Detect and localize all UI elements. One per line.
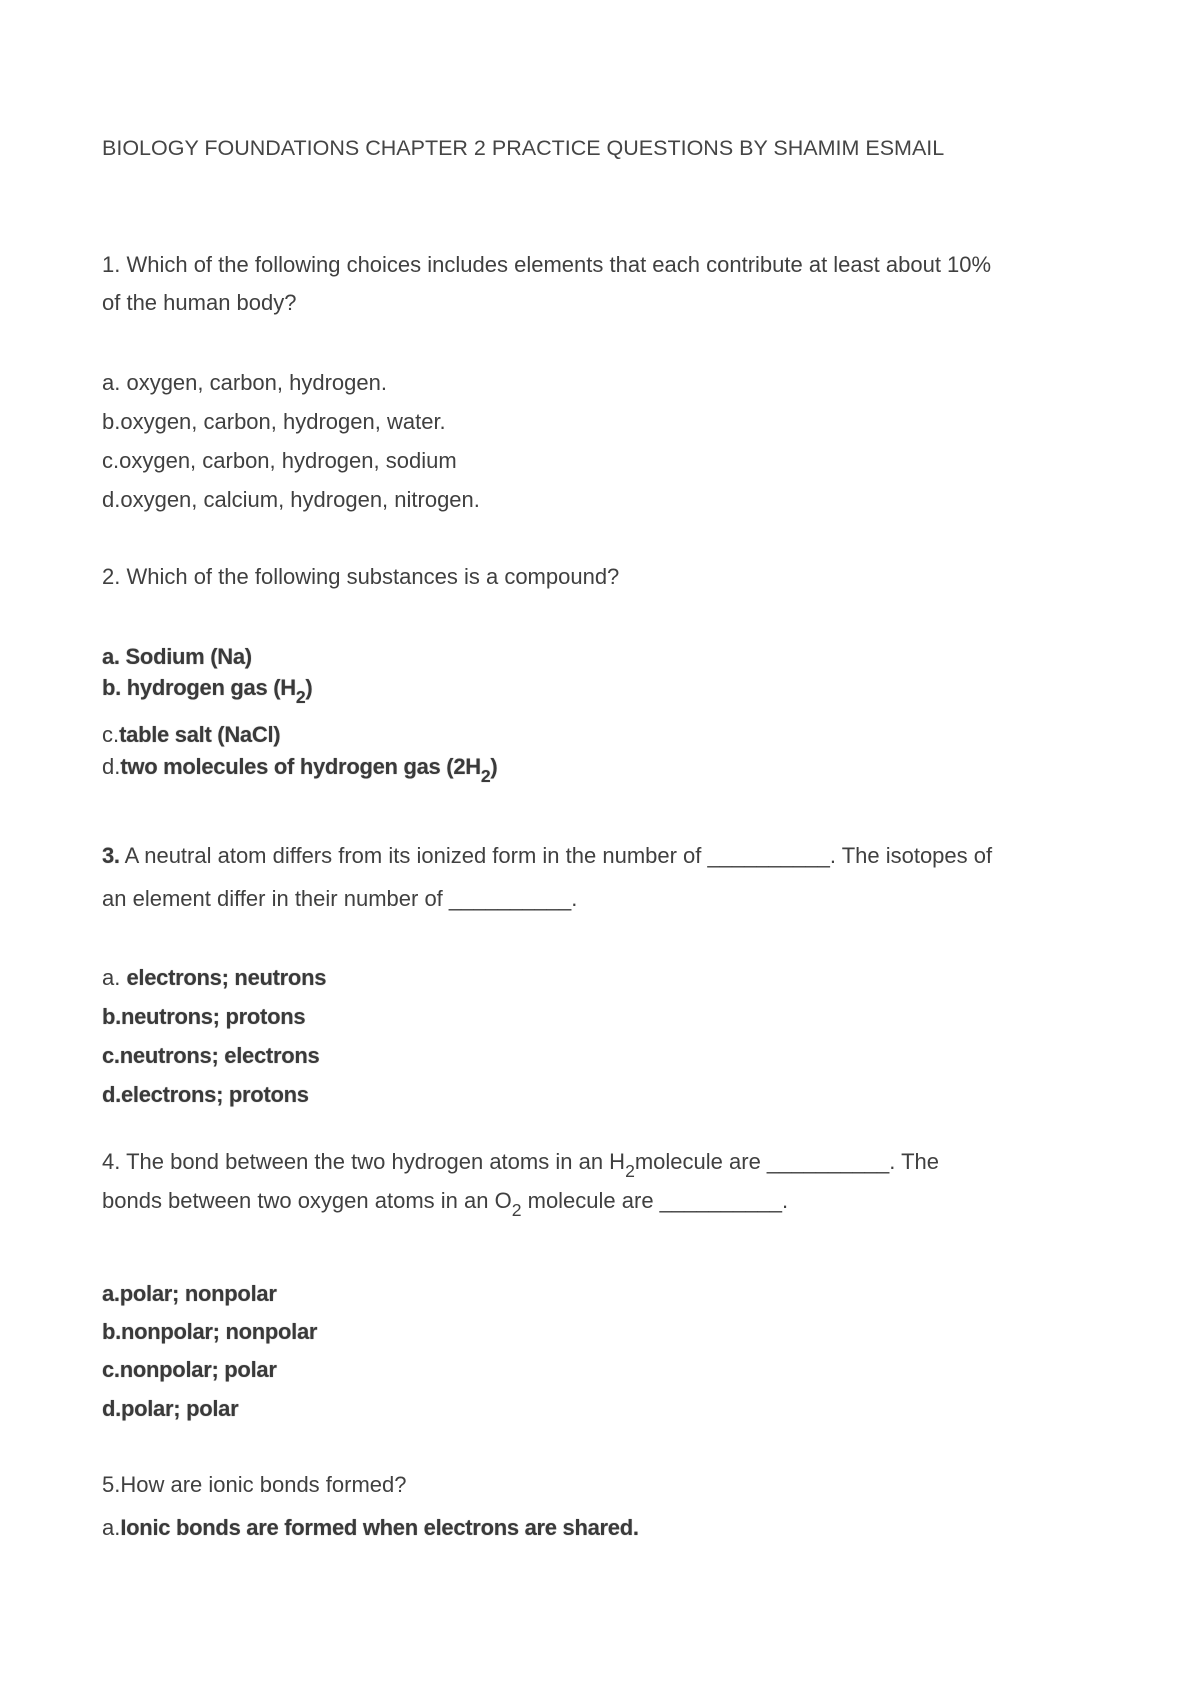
question-4-line-2-post: molecule are __________. <box>521 1188 789 1213</box>
question-4-line-1-post: molecule are __________. The <box>634 1149 940 1174</box>
option-c-prefix: c. <box>102 722 120 747</box>
question-4-option-c: c.nonpolar; polar <box>102 1357 277 1382</box>
question-1-line-1: 1. Which of the following choices includes elements that each contribute at least about 10% <box>102 252 992 277</box>
option-a-text: electrons; neutrons <box>126 965 327 990</box>
question-4-line-2-pre: bonds between two oxygen atoms in an O <box>102 1188 512 1213</box>
question-3-option-b: b.neutrons; protons <box>102 1004 306 1029</box>
question-3-line-1 <box>102 843 992 869</box>
question-2-option-c <box>102 722 280 748</box>
option-d-text: two molecules of hydrogen gas (2H <box>120 754 481 779</box>
subscript: 2 <box>625 1160 635 1181</box>
question-3-line-1-text: A neutral atom differs from its ionized form in the number of __________. The isotopes of <box>119 843 993 868</box>
question-4-line-2 <box>102 1188 789 1220</box>
question-3-option-a <box>102 965 326 991</box>
question-5-text: 5.How are ionic bonds formed? <box>102 1472 407 1497</box>
option-a-prefix: a. <box>102 965 127 990</box>
question-4-line-1 <box>102 1149 940 1181</box>
question-2-option-a: a. Sodium (Na) <box>102 644 252 669</box>
subscript: 2 <box>511 1199 522 1220</box>
close-paren: ) <box>490 754 498 779</box>
question-2-option-d <box>102 754 498 786</box>
question-4-line-1-pre: 4. The bond between the two hydrogen atoms in an H <box>102 1149 626 1174</box>
option-a-text: Ionic bonds are formed when electrons are shared. <box>120 1515 639 1540</box>
subscript: 2 <box>295 686 306 707</box>
question-4-option-a: a.polar; nonpolar <box>102 1281 277 1306</box>
close-paren: ) <box>305 675 313 700</box>
question-4-option-d: d.polar; polar <box>102 1396 239 1421</box>
option-c-text: table salt (NaCl) <box>119 722 281 747</box>
question-1-option-a: a. oxygen, carbon, hydrogen. <box>102 370 387 395</box>
question-3-line-2: an element differ in their number of __________. <box>102 886 578 911</box>
question-2-option-b <box>102 675 313 707</box>
question-3-number: 3. <box>102 843 120 868</box>
option-b-text: b. hydrogen gas (H <box>102 675 296 700</box>
question-4-option-b: b.nonpolar; nonpolar <box>102 1319 318 1344</box>
option-a-prefix: a. <box>102 1515 121 1540</box>
question-5-option-a <box>102 1515 639 1541</box>
question-1-option-c: c.oxygen, carbon, hydrogen, sodium <box>102 448 457 473</box>
question-3-option-d: d.electrons; protons <box>102 1082 309 1107</box>
question-1-option-d: d.oxygen, calcium, hydrogen, nitrogen. <box>102 487 480 512</box>
question-2-text: 2. Which of the following substances is a compound? <box>102 564 620 589</box>
option-d-prefix: d. <box>102 754 121 779</box>
question-1-option-b: b.oxygen, carbon, hydrogen, water. <box>102 409 446 434</box>
question-1-line-2: of the human body? <box>102 290 297 315</box>
question-3-option-c: c.neutrons; electrons <box>102 1043 320 1068</box>
document-title: BIOLOGY FOUNDATIONS CHAPTER 2 PRACTICE QUESTIONS BY SHAMIM ESMAIL <box>102 136 945 160</box>
subscript: 2 <box>480 765 491 786</box>
